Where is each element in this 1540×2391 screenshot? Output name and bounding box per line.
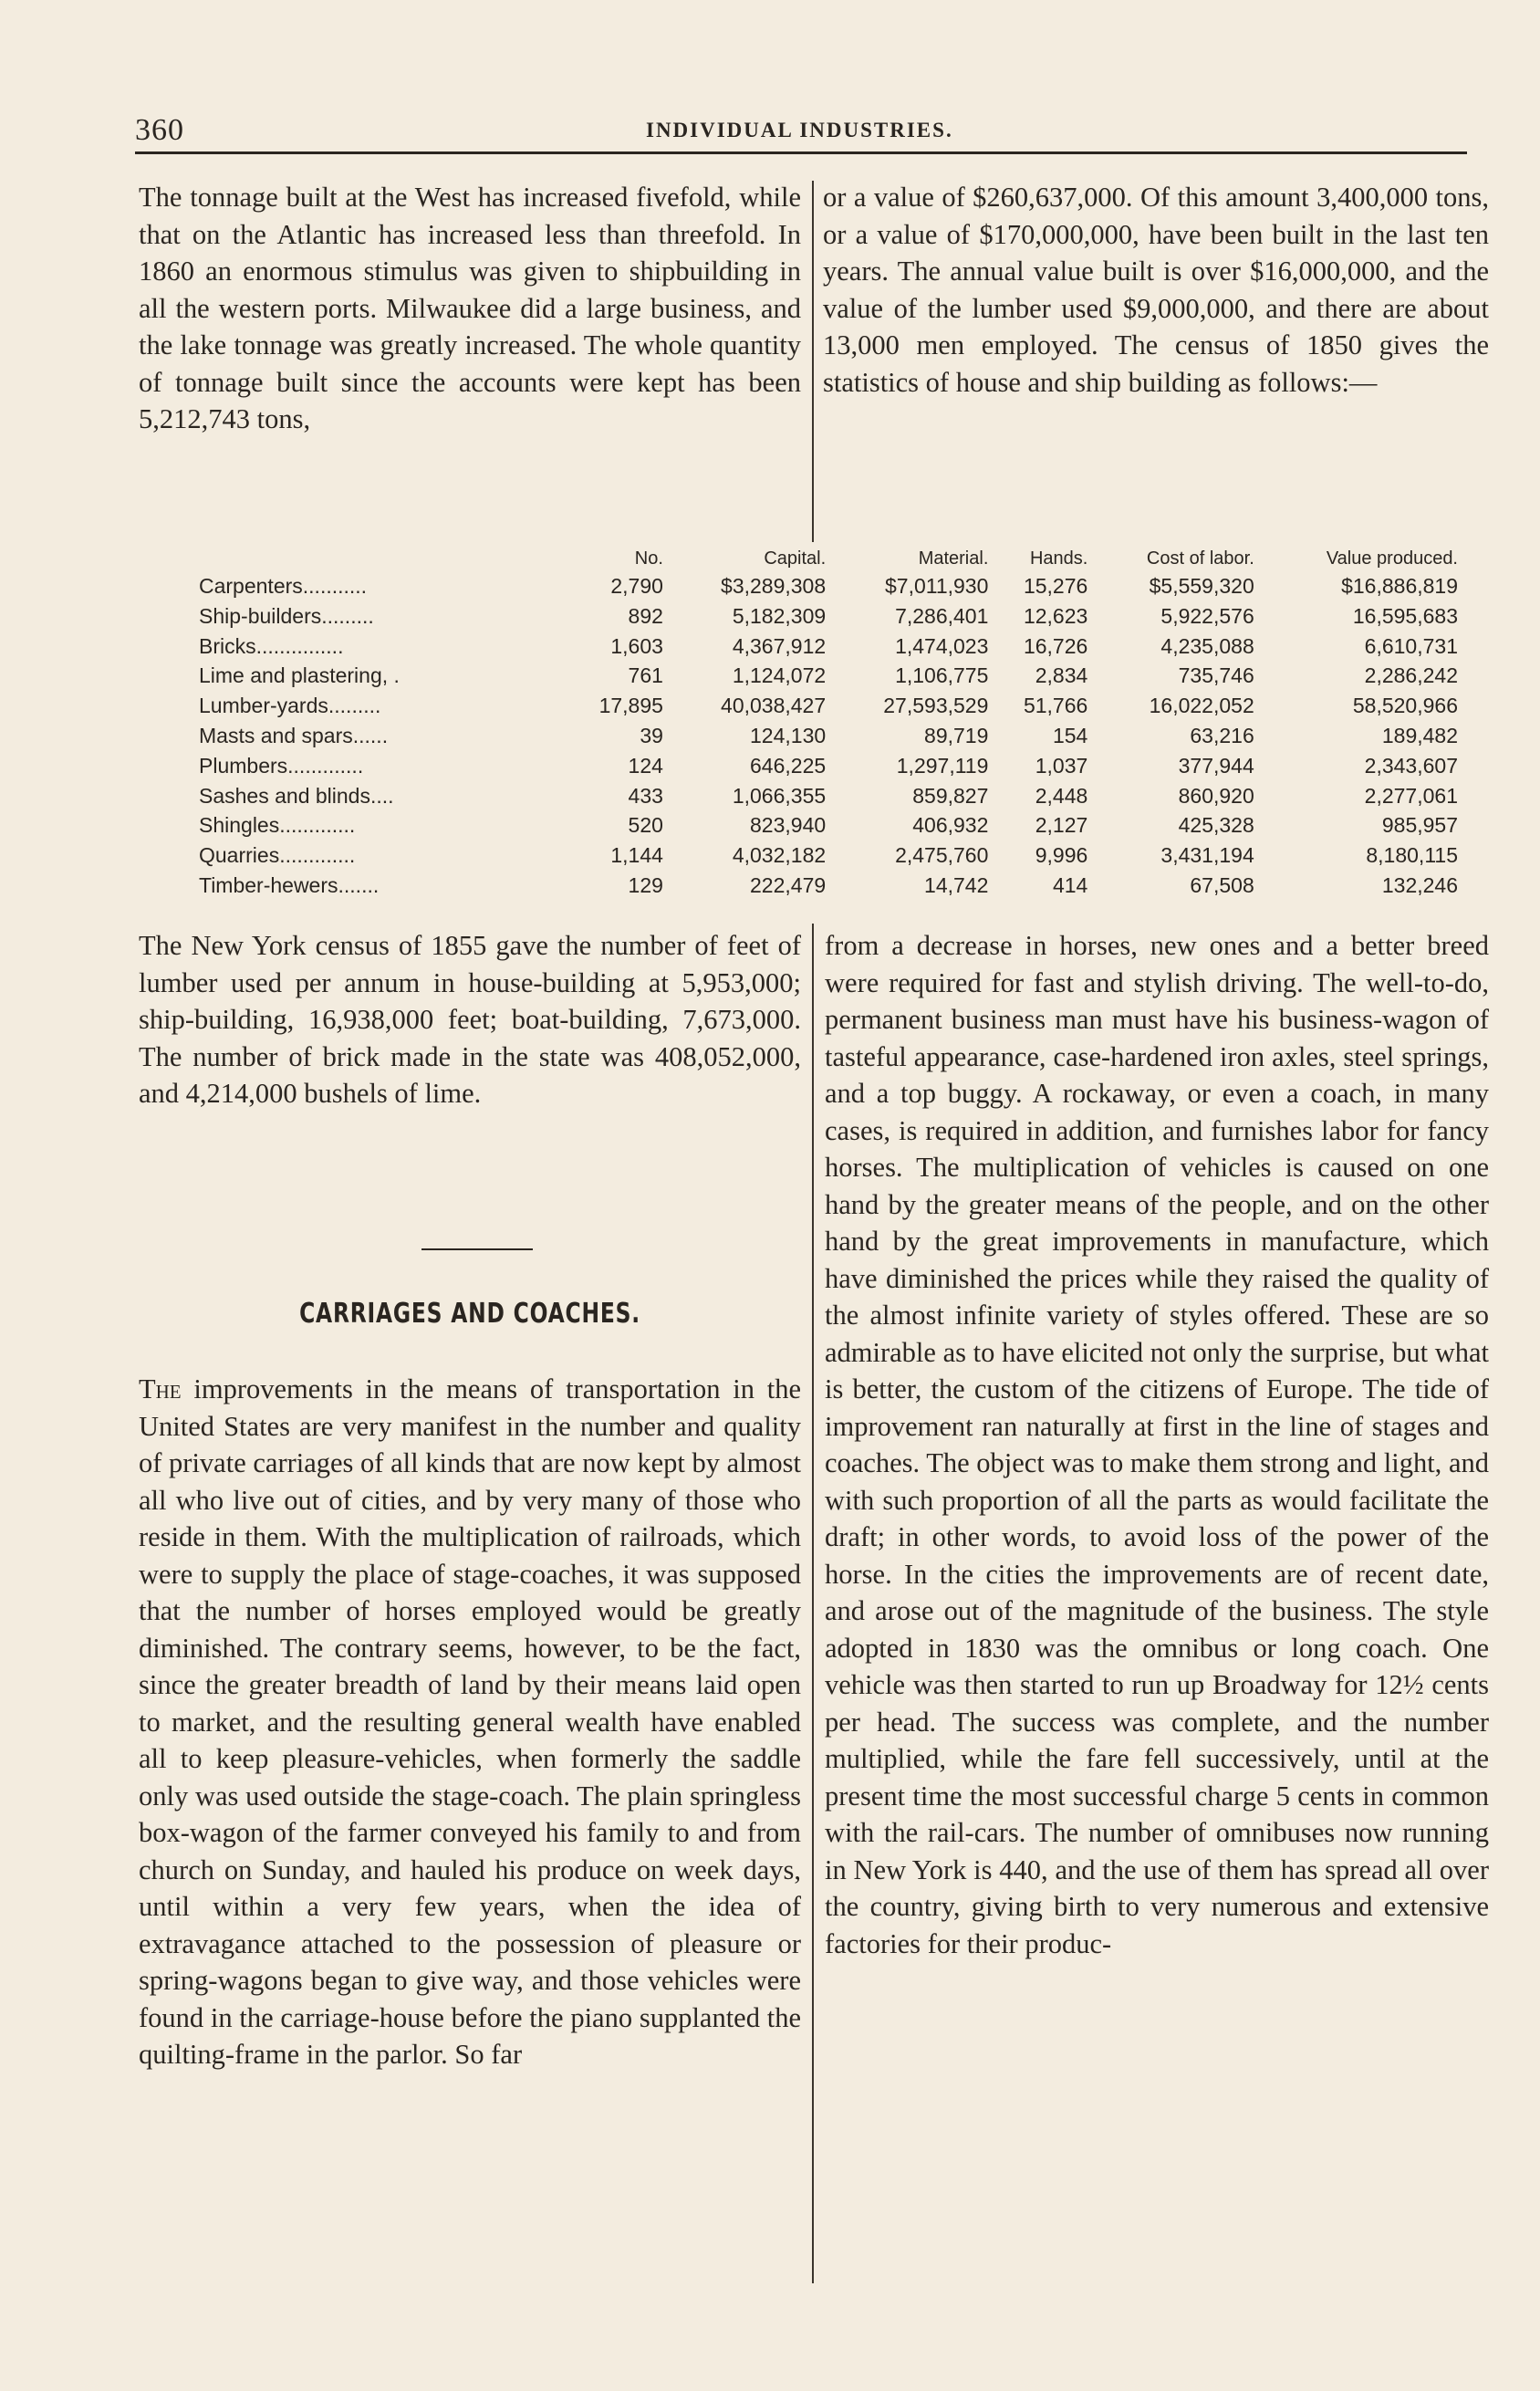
cell-hands: 154 xyxy=(1052,723,1088,747)
intro-left-column xyxy=(139,179,801,438)
header-capital: Capital. xyxy=(764,548,827,569)
cell-no: 124 xyxy=(628,753,663,778)
header-value-produced: Value produced. xyxy=(1326,548,1458,569)
cell-labor: 4,235,088 xyxy=(1160,633,1254,658)
section-body-text: improvements in the means of transportation in the United States are very manifest in the number and quality of private carriages of all kinds that are now kept by almost all who live out of cities, and by very many of those who reside in them. With the multiplication of railroads, which were to supply the place of stage-coaches, it was supposed that the number of horses employed would be greatly diminished. The contrary seems, however, to be the fact, since the greater breadth of land by their means laid open to market, and the resulting general wealth have enabled all to keep pleasure-vehicles, when formerly the saddle only was used outside the stage-coach. The plain springless box-wagon of the farmer conveyed his family to and from church on Sunday, and hauled his produce on week days, until within a very few years, when the idea of extravagance attached to the possession of pleasure or spring-wagons began to give way, and those vehicles were found in the carriage-house before the piano supplanted the quilting-frame in the parlor. So far xyxy=(139,1373,802,2070)
column-divider-bottom xyxy=(812,924,814,2283)
cell-material: 859,827 xyxy=(912,783,989,808)
cell-material: 2,475,760 xyxy=(895,843,989,868)
cell-hands: 51,766 xyxy=(1023,694,1088,718)
cell-hands: 414 xyxy=(1052,872,1088,897)
page-header xyxy=(135,113,1431,150)
cell-labor: 63,216 xyxy=(1190,723,1254,747)
table-row xyxy=(199,571,1458,601)
cell-name: Timber-hewers....... xyxy=(199,872,380,897)
cell-value: 2,277,061 xyxy=(1364,783,1458,808)
cell-hands: 1,037 xyxy=(1035,753,1088,778)
cell-material: $7,011,930 xyxy=(884,574,989,598)
after-table-left-paragraph: The New York census of 1855 gave the number of feet of lumber used per annum in house-building at 5,953,000; ship-building, 16,938,000 feet; boat-building, 7,673,000. The number of brick made in the state was 408,052,000, and 4,214,000 bushels of lime. xyxy=(139,930,801,1109)
cell-no: 39 xyxy=(640,723,663,747)
cell-labor: 425,328 xyxy=(1178,813,1254,838)
table-row xyxy=(199,632,1458,662)
table-row xyxy=(199,841,1458,871)
header-blank xyxy=(199,548,564,571)
cell-value: 985,957 xyxy=(1381,813,1458,838)
header-hands: Hands. xyxy=(1029,548,1088,569)
cell-capital: $3,289,308 xyxy=(721,574,827,598)
cell-hands: 2,127 xyxy=(1035,813,1088,838)
cell-name: Masts and spars...... xyxy=(199,723,389,747)
cell-name: Sashes and blinds.... xyxy=(199,783,394,808)
header-material: Material. xyxy=(918,548,989,569)
cell-labor: 860,920 xyxy=(1178,783,1254,808)
intro-left-paragraph: The tonnage built at the West has increased fivefold, while that on the Atlantic has increased less than threefold. In 1860 an enormous stimulus was given to shipbuilding in all the western ports. Milwaukee did a large business, and the lake tonnage was greatly increased. The whole quantity of tonnage built since the accounts were kept has been 5,212,743 tons, xyxy=(139,182,801,434)
cell-capital: 5,182,309 xyxy=(732,603,827,628)
cell-hands: 15,276 xyxy=(1023,574,1088,598)
cell-material: 27,593,529 xyxy=(883,694,989,718)
table-row xyxy=(199,751,1458,781)
cell-value: 189,482 xyxy=(1381,723,1458,747)
cell-hands: 2,448 xyxy=(1035,783,1088,808)
page-number: 360 xyxy=(135,113,184,147)
table-row xyxy=(199,781,1458,811)
cell-labor: $5,559,320 xyxy=(1149,574,1254,598)
after-table-right-paragraph: from a decrease in horses, new ones and a better breed were required for fast and stylish driving. The well-to-do, permanent business man must have his business-wagon of tasteful appearance, case-hardened iron axles, steel springs, and a top buggy. A rockaway, or even a coach, in many cases, is required in addition, and furnishes labor for fancy horses. The multiplication of vehicles is caused on one hand by the greater means of the people, and on the other hand by the great improvements in manufacture, which have diminished the prices while they raised the quality of the almost infinite variety of styles offered. These are so admirable as to have elicited not only the surprise, but what is better, the custom of the citizens of Europe. The tide of improvement ran naturally at first in the line of stages and coaches. The object was to make them strong and light, and with such proportion of all the parts as would facilitate the draft; in other words, to avoid loss of the power of the horse. In the cities the improvements are of recent date, and arose out of the magnitude of the business. The style adopted in 1830 was the omnibus or long coach. One vehicle was then started to run up Broadway for 12½ cents per head. The success was complete, and the number multiplied, while the fare fell successively, until at the present time the most successful charge 5 cents in common with the rail-cars. The number of omnibuses now running in New York is 440, and the use of them has spread all over the country, giving birth to very numerous and extensive factories for their produc- xyxy=(825,930,1489,1959)
cell-name: Quarries............. xyxy=(199,843,356,868)
cell-labor: 67,508 xyxy=(1190,872,1254,897)
cell-name: Plumbers............. xyxy=(199,753,364,778)
cell-name: Lime and plastering, . xyxy=(199,663,400,688)
cell-value: 2,286,242 xyxy=(1364,663,1458,688)
cell-name: Lumber-yards......... xyxy=(199,694,381,718)
cell-labor: 377,944 xyxy=(1178,753,1254,778)
cell-value: 6,610,731 xyxy=(1364,633,1458,658)
cell-no: 17,895 xyxy=(598,694,663,718)
section-body-paragraph xyxy=(139,1371,801,2073)
cell-hands: 2,834 xyxy=(1035,663,1088,688)
cell-no: 1,144 xyxy=(610,843,663,868)
cell-labor: 16,022,052 xyxy=(1149,694,1254,718)
cell-value: $16,886,819 xyxy=(1341,574,1458,598)
table-row xyxy=(199,721,1458,751)
table-body xyxy=(199,571,1458,901)
cell-capital: 646,225 xyxy=(750,753,827,778)
section-body-left-column xyxy=(139,1371,801,2073)
intro-right-paragraph: or a value of $260,637,000. Of this amount 3,400,000 tons, or a value of $170,000,000, have been built in the last ten years. The annual value built is over $16,000,000, and the value of the lumber used $9,000,000, and there are about 13,000 men employed. The census of 1850 gives the statistics of house and ship building as follows:— xyxy=(823,182,1489,398)
cell-material: 1,106,775 xyxy=(895,663,989,688)
cell-no: 520 xyxy=(628,813,663,838)
cell-value: 132,246 xyxy=(1381,872,1458,897)
cell-capital: 1,066,355 xyxy=(732,783,827,808)
cell-no: 433 xyxy=(628,783,663,808)
cell-capital: 4,367,912 xyxy=(732,633,827,658)
table-row xyxy=(199,871,1458,901)
cell-name: Shingles............. xyxy=(199,813,356,838)
table-header-row xyxy=(199,548,1458,571)
cell-no: 892 xyxy=(628,603,663,628)
cell-value: 2,343,607 xyxy=(1364,753,1458,778)
header-rule xyxy=(135,151,1467,154)
cell-capital: 222,479 xyxy=(750,872,827,897)
after-table-left-column xyxy=(139,927,801,1112)
cell-value: 58,520,966 xyxy=(1352,694,1458,718)
cell-no: 761 xyxy=(628,663,663,688)
cell-capital: 124,130 xyxy=(750,723,827,747)
table-row xyxy=(199,601,1458,632)
cell-labor: 3,431,194 xyxy=(1160,843,1254,868)
cell-no: 129 xyxy=(628,872,663,897)
cell-no: 2,790 xyxy=(610,574,663,598)
cell-value: 8,180,115 xyxy=(1366,843,1458,868)
cell-material: 1,297,119 xyxy=(896,753,989,778)
drop-word: The xyxy=(139,1373,182,1404)
cell-hands: 16,726 xyxy=(1023,633,1088,658)
running-title: INDIVIDUAL INDUSTRIES. xyxy=(646,119,953,141)
cell-name: Ship-builders......... xyxy=(199,603,374,628)
cell-capital: 1,124,072 xyxy=(732,663,827,688)
cell-value: 16,595,683 xyxy=(1352,603,1458,628)
cell-no: 1,603 xyxy=(610,633,663,658)
section-heading: CARRIAGES AND COACHES. xyxy=(299,1298,640,1330)
cell-labor: 5,922,576 xyxy=(1160,603,1254,628)
cell-name: Bricks............... xyxy=(199,633,344,658)
cell-hands: 12,623 xyxy=(1023,603,1088,628)
table-row xyxy=(199,661,1458,691)
column-divider-top xyxy=(812,181,814,542)
cell-material: 7,286,401 xyxy=(895,603,989,628)
table-row xyxy=(199,810,1458,841)
cell-labor: 735,746 xyxy=(1178,663,1254,688)
cell-material: 14,742 xyxy=(924,872,989,897)
cell-material: 406,932 xyxy=(912,813,989,838)
table-row xyxy=(199,691,1458,721)
after-table-right-column xyxy=(825,927,1489,1962)
cell-hands: 9,996 xyxy=(1035,843,1088,868)
cell-capital: 40,038,427 xyxy=(721,694,827,718)
section-divider xyxy=(421,1248,533,1250)
cell-capital: 4,032,182 xyxy=(732,843,827,868)
cell-material: 89,719 xyxy=(924,723,989,747)
cell-capital: 823,940 xyxy=(750,813,827,838)
header-cost-of-labor: Cost of labor. xyxy=(1146,548,1254,569)
cell-material: 1,474,023 xyxy=(895,633,989,658)
header-no: No. xyxy=(634,548,663,569)
statistics-table xyxy=(199,548,1458,901)
intro-right-column xyxy=(823,179,1489,401)
cell-name: Carpenters........... xyxy=(199,574,368,598)
